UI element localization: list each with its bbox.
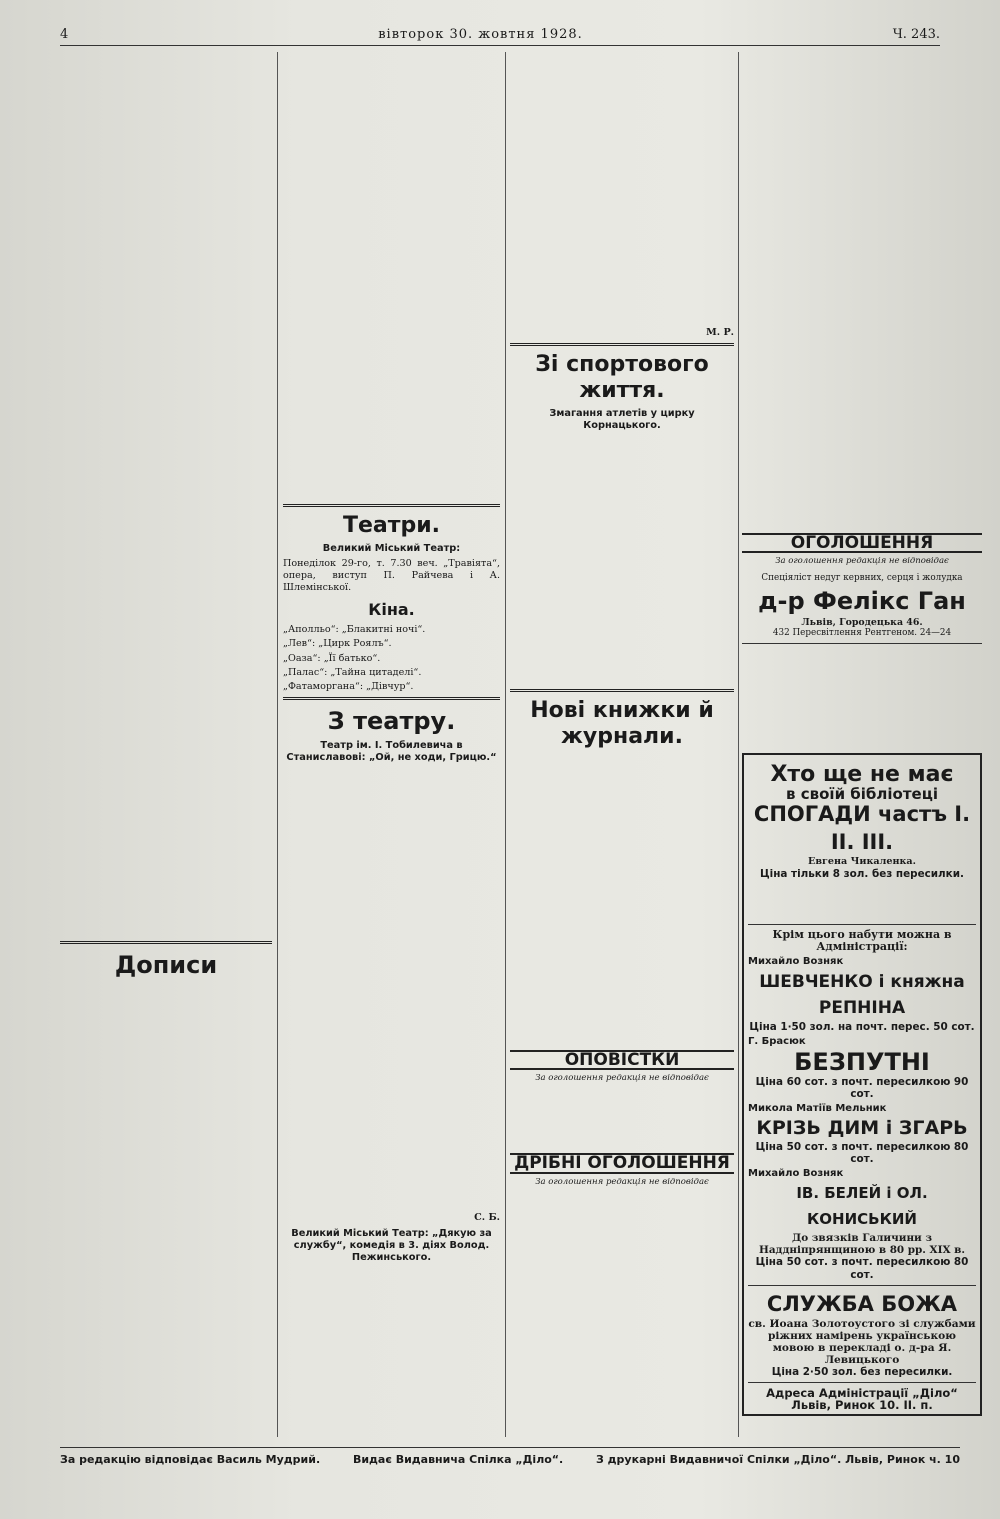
book-title: ШЕВЧЕНКО і княжна РЕПНІНА [759,971,965,1018]
section-title-dopysy: Дописи [114,951,218,979]
ad-books [742,753,982,1416]
page-number: 4 [60,27,69,42]
book-price: Ціна 1·50 зол. на почт. перес. 50 сот. [749,1020,975,1033]
column-rule [277,52,278,1437]
review-heading: Театр ім. І. Тобилевича в Станиславові: „Ой, не ходи, Грицю.“ [286,739,497,763]
divider [510,689,734,692]
book-title: СЛУЖБА БОЖА [766,1291,958,1316]
ad-doctor [742,570,982,644]
sport-subheading: Змагання атлетів у цирку Корнацького. [549,408,695,432]
book-author: Евгена Чикаленка. [808,856,916,868]
divider [748,924,976,925]
book-subtitle: До звязків Галичини з Наддніпрянщиною в 80 рр. XIX в. [759,1232,965,1257]
column-rule [738,52,739,1437]
page-header [60,24,940,46]
section-title-kina: Кіна. [368,600,415,620]
column-2 [283,52,500,1437]
section-title-ogoloshennia: ОГОЛОШЕННЯ [742,533,982,553]
divider [748,1285,976,1286]
doctor-specialty: Спеціяліст недуг кервних, серця і жолудка [761,573,963,584]
section-title-dribni: ДРІБНІ ОГОЛОШЕННЯ [510,1153,734,1173]
book-author: Михайло Возняк [748,1168,844,1180]
divider [283,697,500,700]
book-price: Ціна 60 сот. з почт. пересилкою 90 сот. [755,1075,969,1100]
classified-ads-block [742,52,982,527]
announcement-block [510,1087,734,1147]
text-block-books [510,754,734,1044]
theatre-heading: Великий Міський Театр: [322,543,461,554]
cinema-listing: „Фатаморгана“: „Дівчур“. [283,680,414,692]
section-title-books: Нові книжки й журнали. [530,698,714,750]
text-block-sport [510,435,734,685]
text-block-column-1 [60,52,272,937]
divider [60,941,272,944]
text-block-column-2 [283,52,500,500]
books-ad-subtitle: в своїй бібліотеці [786,784,938,803]
section-title-opovistky: ОПОВІСТКИ [510,1050,734,1070]
disclaimer: За оголошення редакція не відповідає [535,1073,709,1084]
divider [283,504,500,507]
section-title-z-teatru: З театру. [327,706,456,735]
cinema-listing: „Аполльо“: „Блакитні ночі“. [283,624,426,636]
book-price: Ціна 2·50 зол. без пересилки. [771,1366,953,1379]
section-title-teatry: Театри. [342,513,441,538]
book-price: Ціна 50 сот. з почт. пересилкою 80 сот. [755,1256,969,1281]
divider [510,343,734,346]
book-title: БЕЗПУТНІ [794,1047,930,1076]
theatre-listing: Понеділок 29-го, т. 7.30 веч. „Травіята“, опера, виступ П. Райчева і А. Шлемінської. [283,558,500,594]
book-title: СПОГАДИ частъ I. II. III. [753,802,971,855]
book-author: Микола Матіїв Мельник [748,1102,887,1114]
admin-address: Адреса Адміністрації „Діло“ Львів, Ринок 10. II. п. [766,1386,958,1413]
book-title: КРІЗЬ ДИМ і ЗГАРЬ [756,1117,968,1139]
text-block-books-ad [748,880,976,920]
books-ad-title: Хто ще не має [770,761,954,787]
divider [748,1382,976,1383]
footer-editor: За редакцію відповідає Василь Мудрий. [60,1452,321,1466]
issue-date: вівторок 30. жовтня 1928. [378,27,583,42]
doctor-address: Львів, Городецька 46. [801,616,923,628]
book-subtitle: св. Иоана Золотоустого зі службами ріжних намірень українською мовою в перекладі о. д-ра Я. Левицького [748,1317,976,1366]
doctor-ref: 432 Пересвітлення Рентгеном. 24—24 [772,628,952,639]
column-rule [505,52,506,1437]
review-heading: Великий Міський Театр: „Дякую за службу“, комедія в 3. діях Волод. Пежинського. [291,1228,492,1264]
book-author: Михайло Возняк [748,956,844,968]
book-title: ІВ. БЕЛЕЙ і ОЛ. КОНИСЬКИЙ [796,1184,928,1229]
cinema-listing: „Оаза“: „Її батько“. [283,652,381,664]
disclaimer: За оголошення редакція не відповідає [775,556,949,567]
review-signature: С. Б. [474,1212,500,1224]
doctor-name: д-р Фелікс Ган [758,586,966,615]
cinema-listing: „Палас“: „Тайна цитаделі“. [283,666,422,678]
book-author: Г. Брасюк [748,1035,806,1047]
page-footer [60,1447,960,1467]
text-block-column-3 [510,52,734,327]
ad-block-column-4 [742,644,982,749]
column-1 [60,52,272,1437]
cinema-listing: „Лев“: „Цирк Роялъ“. [283,638,392,650]
disclaimer: За оголошення редакція не відповідає [535,1176,709,1187]
column-3 [510,52,734,1437]
book-price: Ціна тільки 8 зол. без пересилки. [760,868,964,881]
available-note: Крім цього набути можна в Адміністрації: [772,928,952,954]
footer-printer: З друкарні Видавничої Спілки „Діло“. Львів, Ринок ч. 10 [596,1452,960,1466]
text-block-theatre-review [283,767,500,1212]
article-signature: М. Р. [706,327,734,338]
footer-publisher: Видає Видавнича Спілка „Діло“. [352,1452,564,1466]
section-title-sport: Зі спортового життя. [535,352,709,404]
column-4 [742,52,982,1437]
issue-number: Ч. 243. [892,27,940,42]
book-price: Ціна 50 сот. з почт. пересилкою 80 сот. [755,1141,969,1166]
